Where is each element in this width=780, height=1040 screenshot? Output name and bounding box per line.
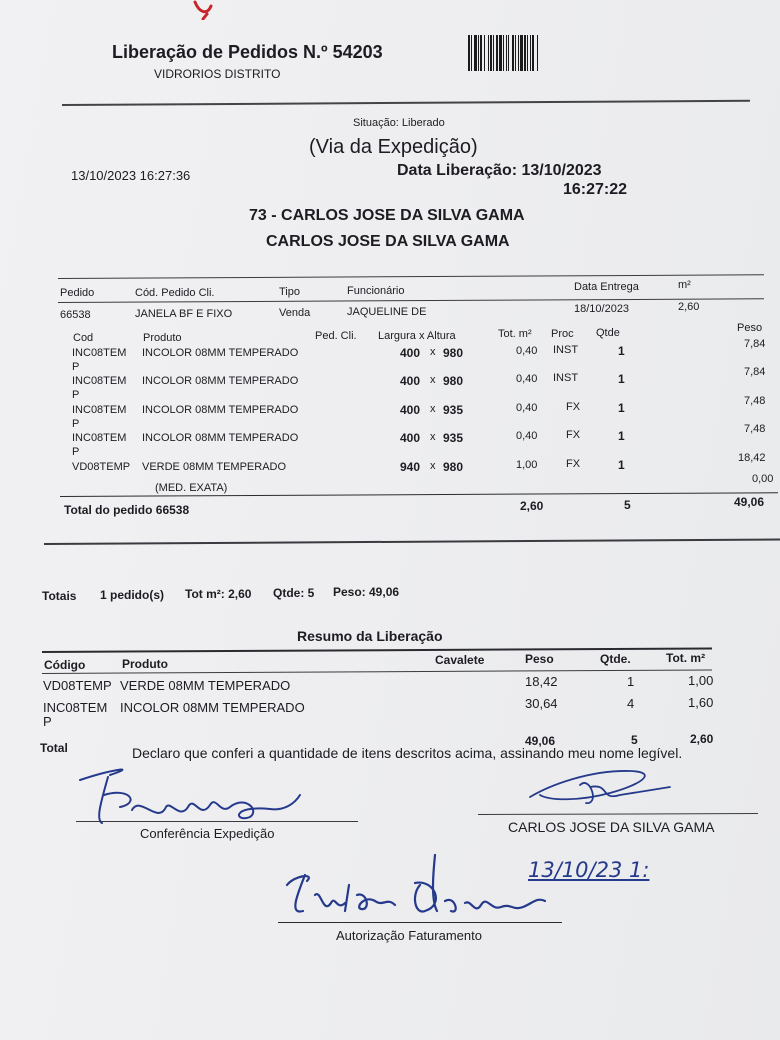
resumo-title: Resumo da Liberação <box>297 628 443 644</box>
resumo-tot: 1,60 <box>688 695 714 710</box>
med-exata-peso: 0,00 <box>752 473 774 485</box>
resumo-total-label: Total <box>40 741 68 755</box>
label-data-entrega: Data Entrega <box>574 281 639 293</box>
handwritten-date: 13/10/23 1: <box>528 858 650 882</box>
document-title: Liberação de Pedidos N.º 54203 <box>112 42 383 62</box>
resumo-peso: 18,42 <box>525 674 558 689</box>
total-pedido-qtde: 5 <box>624 498 631 512</box>
item-qtde: 1 <box>618 344 625 358</box>
signature-autorizacao <box>275 845 565 925</box>
resumo-col-produto: Produto <box>122 657 168 671</box>
item-qtde: 1 <box>618 429 625 444</box>
resumo-produto: INCOLOR 08MM TEMPERADO <box>120 700 305 715</box>
data-liberacao-time: 16:27:22 <box>563 181 628 198</box>
item-cod-wrap: P <box>72 389 80 402</box>
item-produto: INCOLOR 08MM TEMPERADO <box>142 347 299 359</box>
col-cod: Cod <box>73 332 94 344</box>
situacao: Situação: Liberado <box>353 117 445 129</box>
resumo-peso: 30,64 <box>525 696 558 711</box>
cliente-line-1: 73 - CARLOS JOSE DA SILVA GAMA <box>249 207 525 224</box>
resumo-tot: 1,00 <box>688 673 714 688</box>
item-cod-wrap: P <box>72 361 80 373</box>
cliente-line-2: CARLOS JOSE DA SILVA GAMA <box>266 233 510 250</box>
item-x: x <box>430 459 436 472</box>
label-pedido: Pedido <box>60 287 95 299</box>
resumo-total-tot: 2,60 <box>690 732 714 746</box>
item-peso: 7,48 <box>744 394 766 407</box>
totais-label: Totais <box>42 589 77 603</box>
item-qtde: 1 <box>618 372 625 387</box>
item-altura: 935 <box>443 431 464 446</box>
item-proc: FX <box>566 429 581 442</box>
item-largura: 940 <box>400 459 421 474</box>
item-produto: INCOLOR 08MM TEMPERADO <box>142 432 299 445</box>
item-cod: VD08TEMP <box>72 460 131 473</box>
resumo-col-codigo: Código <box>44 658 86 672</box>
col-proc: Proc <box>551 328 574 340</box>
total-pedido-peso: 49,06 <box>734 495 765 509</box>
value-pedido: 66538 <box>60 309 91 321</box>
totais-m2: Tot m²: 2,60 <box>185 587 252 601</box>
item-altura: 980 <box>443 374 464 389</box>
item-x: x <box>430 346 436 358</box>
item-cod: INC08TEM <box>72 432 127 445</box>
line-autorizacao <box>278 922 562 923</box>
resumo-col-cavalete: Cavalete <box>435 653 485 667</box>
item-cod: INC08TEM <box>72 375 127 388</box>
item-altura: 980 <box>443 459 464 474</box>
total-pedido-label: Total do pedido 66538 <box>64 503 190 517</box>
item-peso: 7,84 <box>744 338 766 350</box>
resumo-qtde: 4 <box>627 696 635 711</box>
item-tot-m2: 0,40 <box>516 373 538 386</box>
item-cod: INC08TEM <box>72 347 127 359</box>
signature-cliente <box>520 765 690 810</box>
label-funcionario: Funcionário <box>347 285 405 297</box>
resumo-codigo: INC08TEM <box>43 700 108 715</box>
value-funcionario: JAQUELINE DE <box>347 306 427 318</box>
value-data-entrega: 18/10/2023 <box>574 303 630 315</box>
item-proc: FX <box>566 400 581 413</box>
pedido-mid-line <box>58 298 764 303</box>
label-cliente: CARLOS JOSE DA SILVA GAMA <box>508 819 715 835</box>
resumo-col-qtde: Qtde. <box>600 652 631 666</box>
label-cod-cli: Cód. Pedido Cli. <box>135 287 215 299</box>
col-ped-cli: Ped. Cli. <box>315 330 357 342</box>
item-x: x <box>430 431 436 444</box>
header-divider <box>62 100 750 106</box>
declaracao-text: Declaro que conferi a quantidade de itens descritos acima, assinando meu nome legível. <box>132 745 683 761</box>
item-proc: INST <box>553 372 579 385</box>
line-cliente <box>478 813 758 815</box>
item-largura: 400 <box>400 402 421 417</box>
resumo-qtde: 1 <box>627 674 635 689</box>
red-pen-mark <box>185 0 235 20</box>
resumo-total-qtde: 5 <box>631 733 638 747</box>
value-cod-cli: JANELA BF E FIXO <box>135 308 233 320</box>
totais-peso: Peso: 49,06 <box>333 585 400 599</box>
item-tot-m2: 0,40 <box>516 401 538 414</box>
resumo-col-peso: Peso <box>525 652 554 666</box>
total-pedido-m2: 2,60 <box>520 499 544 513</box>
item-cod: INC08TEM <box>72 403 127 416</box>
resumo-total-peso: 49,06 <box>525 734 556 748</box>
resumo-codigo-wrap: P <box>43 714 52 729</box>
label-autorizacao: Autorização Faturamento <box>336 928 482 943</box>
item-largura: 400 <box>400 431 421 446</box>
item-proc: INST <box>553 344 579 356</box>
company-name: VIDRORIOS DISTRITO <box>154 67 281 81</box>
item-tot-m2: 0,40 <box>516 430 538 443</box>
totais-qtde: Qtde: 5 <box>273 586 315 600</box>
print-datetime: 13/10/2023 16:27:36 <box>71 168 191 183</box>
resumo-col-tot: Tot. m² <box>666 651 706 665</box>
col-peso: Peso <box>737 322 763 334</box>
line-conferencia <box>76 821 358 822</box>
barcode-bar <box>538 35 539 71</box>
pedido-top-line <box>58 274 764 279</box>
value-m2: 2,60 <box>678 301 700 313</box>
item-cod-wrap: P <box>72 446 80 459</box>
item-produto: INCOLOR 08MM TEMPERADO <box>142 403 299 416</box>
section-divider <box>44 539 780 545</box>
col-tot-m2: Tot. m² <box>498 328 532 340</box>
label-m2: m² <box>678 279 691 291</box>
col-produto: Produto <box>143 332 182 344</box>
item-x: x <box>430 374 436 387</box>
item-peso: 7,48 <box>744 423 766 436</box>
via-expedicao: (Via da Expedição) <box>309 136 478 158</box>
item-peso: 18,42 <box>738 451 766 464</box>
med-exata: (MED. EXATA) <box>155 482 228 494</box>
data-liberacao: Data Liberação: 13/10/2023 <box>397 162 602 179</box>
label-conferencia: Conferência Expedição <box>140 826 275 841</box>
item-proc: FX <box>566 457 581 470</box>
item-qtde: 1 <box>618 400 625 415</box>
totais-pedidos: 1 pedido(s) <box>100 588 165 602</box>
value-tipo: Venda <box>279 307 311 319</box>
item-peso: 7,84 <box>744 366 766 379</box>
col-largura-altura: Largura x Altura <box>378 330 456 342</box>
item-altura: 980 <box>443 346 464 360</box>
resumo-produto: VERDE 08MM TEMPERADO <box>120 678 291 693</box>
col-qtde: Qtde <box>596 327 620 339</box>
item-produto: INCOLOR 08MM TEMPERADO <box>142 375 299 388</box>
item-largura: 400 <box>400 374 421 389</box>
item-x: x <box>430 402 436 415</box>
resumo-codigo: VD08TEMP <box>43 678 112 693</box>
item-cod-wrap: P <box>72 417 80 430</box>
item-altura: 935 <box>443 402 464 417</box>
item-tot-m2: 1,00 <box>516 458 538 471</box>
barcode <box>468 35 588 71</box>
item-largura: 400 <box>400 346 421 360</box>
item-produto: VERDE 08MM TEMPERADO <box>142 460 287 473</box>
label-tipo: Tipo <box>279 286 300 298</box>
item-tot-m2: 0,40 <box>516 345 538 357</box>
item-qtde: 1 <box>618 457 625 472</box>
